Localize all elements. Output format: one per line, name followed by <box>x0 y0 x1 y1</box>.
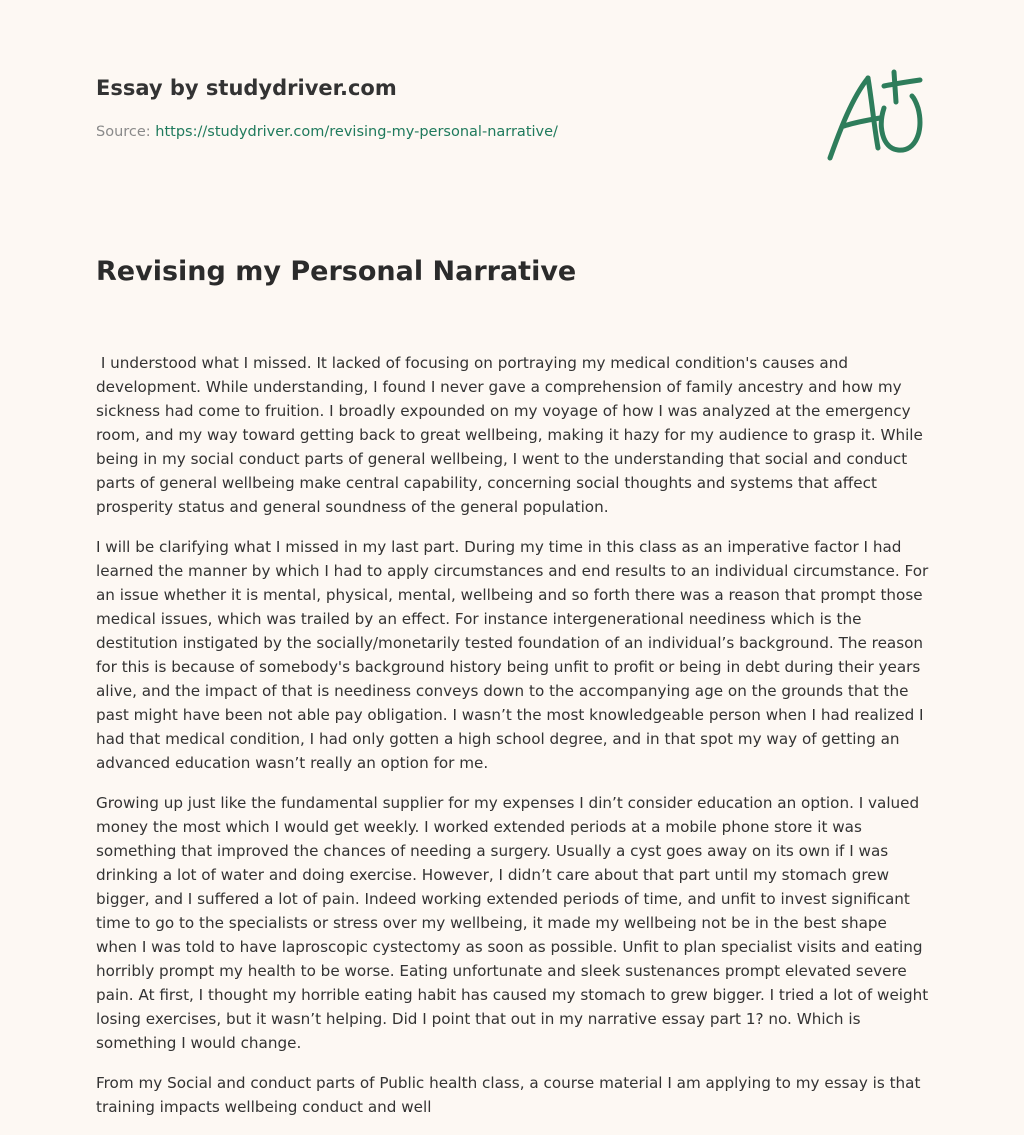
a-plus-logo-icon <box>822 68 928 164</box>
essay-title: Revising my Personal Narrative <box>96 256 577 287</box>
source-label: Source: <box>96 124 156 140</box>
source-line <box>96 124 558 140</box>
essay-paragraph: From my Social and conduct parts of Public health class, a course material I am applying to my essay is that training impacts wellbeing conduct and well <box>96 1074 926 1116</box>
essay-paragraph: I will be clarifying what I missed in my last part. During my time in this class as an imperative factor I had learned the manner by which I had to apply circumstances and end results to an individual circumstance. For an issue whether it is mental, physical, mental, wellbeing and so forth there was a reason that prompt those medical issues, which was trailed by an effect. For instance intergenerational neediness which is the destitution instigated by the socially/monetarily tested foundation of an individual’s background. The reason for this is because of somebody's background history being unfit to profit or being in debt during their years alive, and the impact of that is neediness conveys down to the accompanying age on the grounds that the past might have been not able pay obligation. I wasn’t the most knowledgeable person when I had realized I had that medical condition, I had only gotten a high school degree, and in that spot my way of getting an advanced education wasn’t really an option for me. <box>96 538 934 772</box>
essay-paragraph: I understood what I missed. It lacked of focusing on portraying my medical condition's causes and development. While understanding, I found I never gave a comprehension of family ancestry and how my sickness had come to fruition. I broadly expounded on my voyage of how I was analyzed at the emergency room, and my way toward getting back to great wellbeing, making it hazy for my audience to grasp it. While being in my social conduct parts of general wellbeing, I went to the understanding that social and conduct parts of general wellbeing make central capability, concerning social thoughts and systems that affect prosperity status and general soundness of the general population. <box>96 354 928 516</box>
essay-paragraph: Growing up just like the fundamental supplier for my expenses I din’t consider education an option. I valued money the most which I would get weekly. I worked extended periods at a mobile phone store it was something that improved the chances of needing a surgery. Usually a cyst goes away on its own if I was drinking a lot of water and doing exercise. However, I didn’t care about that part until my stomach grew bigger, and I suffered a lot of pain. Indeed working extended periods of time, and unfit to invest significant time to go to the specialists or stress over my wellbeing, it made my wellbeing not be in the best shape when I was told to have laproscopic cystectomy as soon as possible. Unfit to plan specialist visits and eating horribly prompt my health to be worse. Eating unfortunate and sleek sustenances prompt elevated severe pain. At first, I thought my horrible eating habit has caused my stomach to grew bigger. I tried a lot of weight losing exercises, but it wasn’t helping. Did I point that out in my narrative essay part 1? no. Which is something I would change. <box>96 794 934 1052</box>
source-link[interactable]: https://studydriver.com/revising-my-personal-narrative/ <box>155 124 558 140</box>
essay-body <box>96 351 932 1135</box>
site-header-title: Essay by studydriver.com <box>96 76 397 100</box>
